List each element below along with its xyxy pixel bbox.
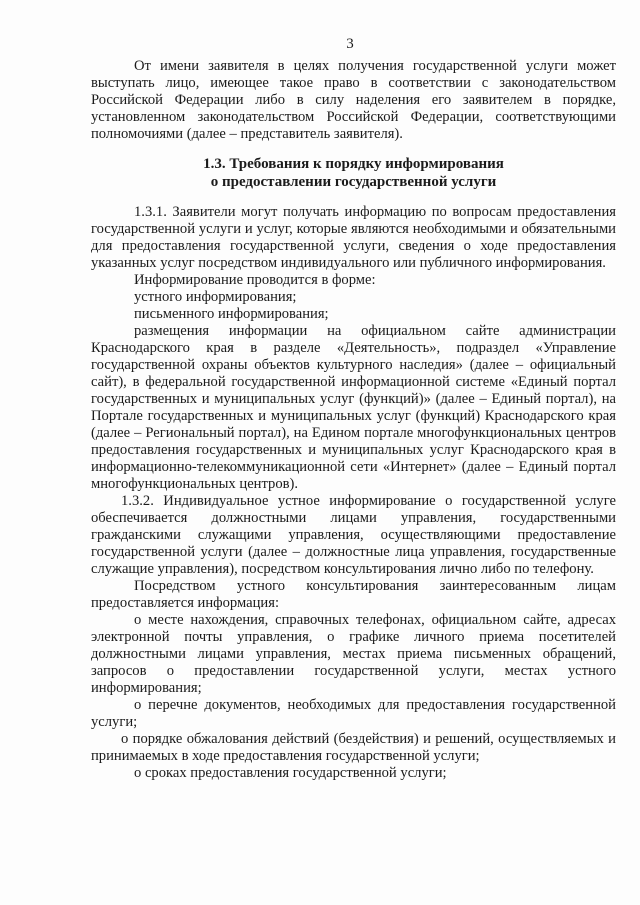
paragraph-consulting: Посредством устного консультирования заинтересованным лицам предоставляется информация: [91,578,616,611]
paragraph-representative: От имени заявителя в целях получения государственной услуги может выступать лицо, имеющее такое право в соответствии с законодательством Российской Федерации либо в силу наделения его заявителем в порядке, установленном законодательством Российской Федерации, соответствующими полномочиями (далее – представитель заявителя). [91,58,616,142]
document-body [91,58,616,782]
list-item-placement: размещения информации на официальном сайте администрации Краснодарского края в разделе «Деятельность», подраздел «Управление государственной охраны объектов культурного наследия» (далее – официальный сайт), в федеральной государственной информационной системе «Единый портал государственных и муниципальных услуг (функций)» (далее – Единый портал), на Портале государственных и муниципальных услуг (функций) Краснодарского края (далее – Региональный портал), на Едином портале многофункциональных центров предоставления государственных и муниципальных услуг Краснодарского края в информационно-телекоммуникационной сети «Интернет» (далее – Единый портал многофункциональных центров). [91,323,616,492]
list-item-appeal: о порядке обжалования действий (бездействия) и решений, осуществляемых и принимаемых в ходе предоставления государственной услуги; [91,731,616,764]
list-item-terms: о сроках предоставления государственной услуги; [134,765,447,781]
section-heading [91,155,616,191]
section-heading-line2: о предоставлении государственной услуги [210,174,497,190]
list-item-oral: устного информирования; [134,289,297,305]
list-item-written: письменного информирования; [134,306,329,322]
section-heading-line1: 1.3. Требования к порядку информирования [203,156,504,172]
paragraph-1-3-2: 1.3.2. Индивидуальное устное информирование о государственной услуге обеспечивается должностными лицами управления, государственными гражданскими служащими управления, осуществляющими предоставление государственной услуги (далее – должностные лица управления, государственные служащие управления), посредством консультирования лично либо по телефону. [91,493,616,577]
page-number: 3 [346,36,354,52]
list-item-documents: о перечне документов, необходимых для предоставления государственной услуги; [91,697,616,730]
paragraph-1-3-1: 1.3.1. Заявители могут получать информацию по вопросам предоставления государственной услуги и услуг, которые являются необходимыми и обязательными для предоставления государственной услуги, сведения о ходе предоставления указанных услуг посредством индивидуального или публичного информирования. [91,204,616,271]
paragraph-inform-form: Информирование проводится в форме: [134,272,376,288]
list-item-location: о месте нахождения, справочных телефонах, официальном сайте, адресах электронной почты управления, о графике личного приема посетителей должностными лицами управления, местах приема письменных обращений, запросов о предоставлении государственной услуги, местах устного информирования; [91,612,616,696]
